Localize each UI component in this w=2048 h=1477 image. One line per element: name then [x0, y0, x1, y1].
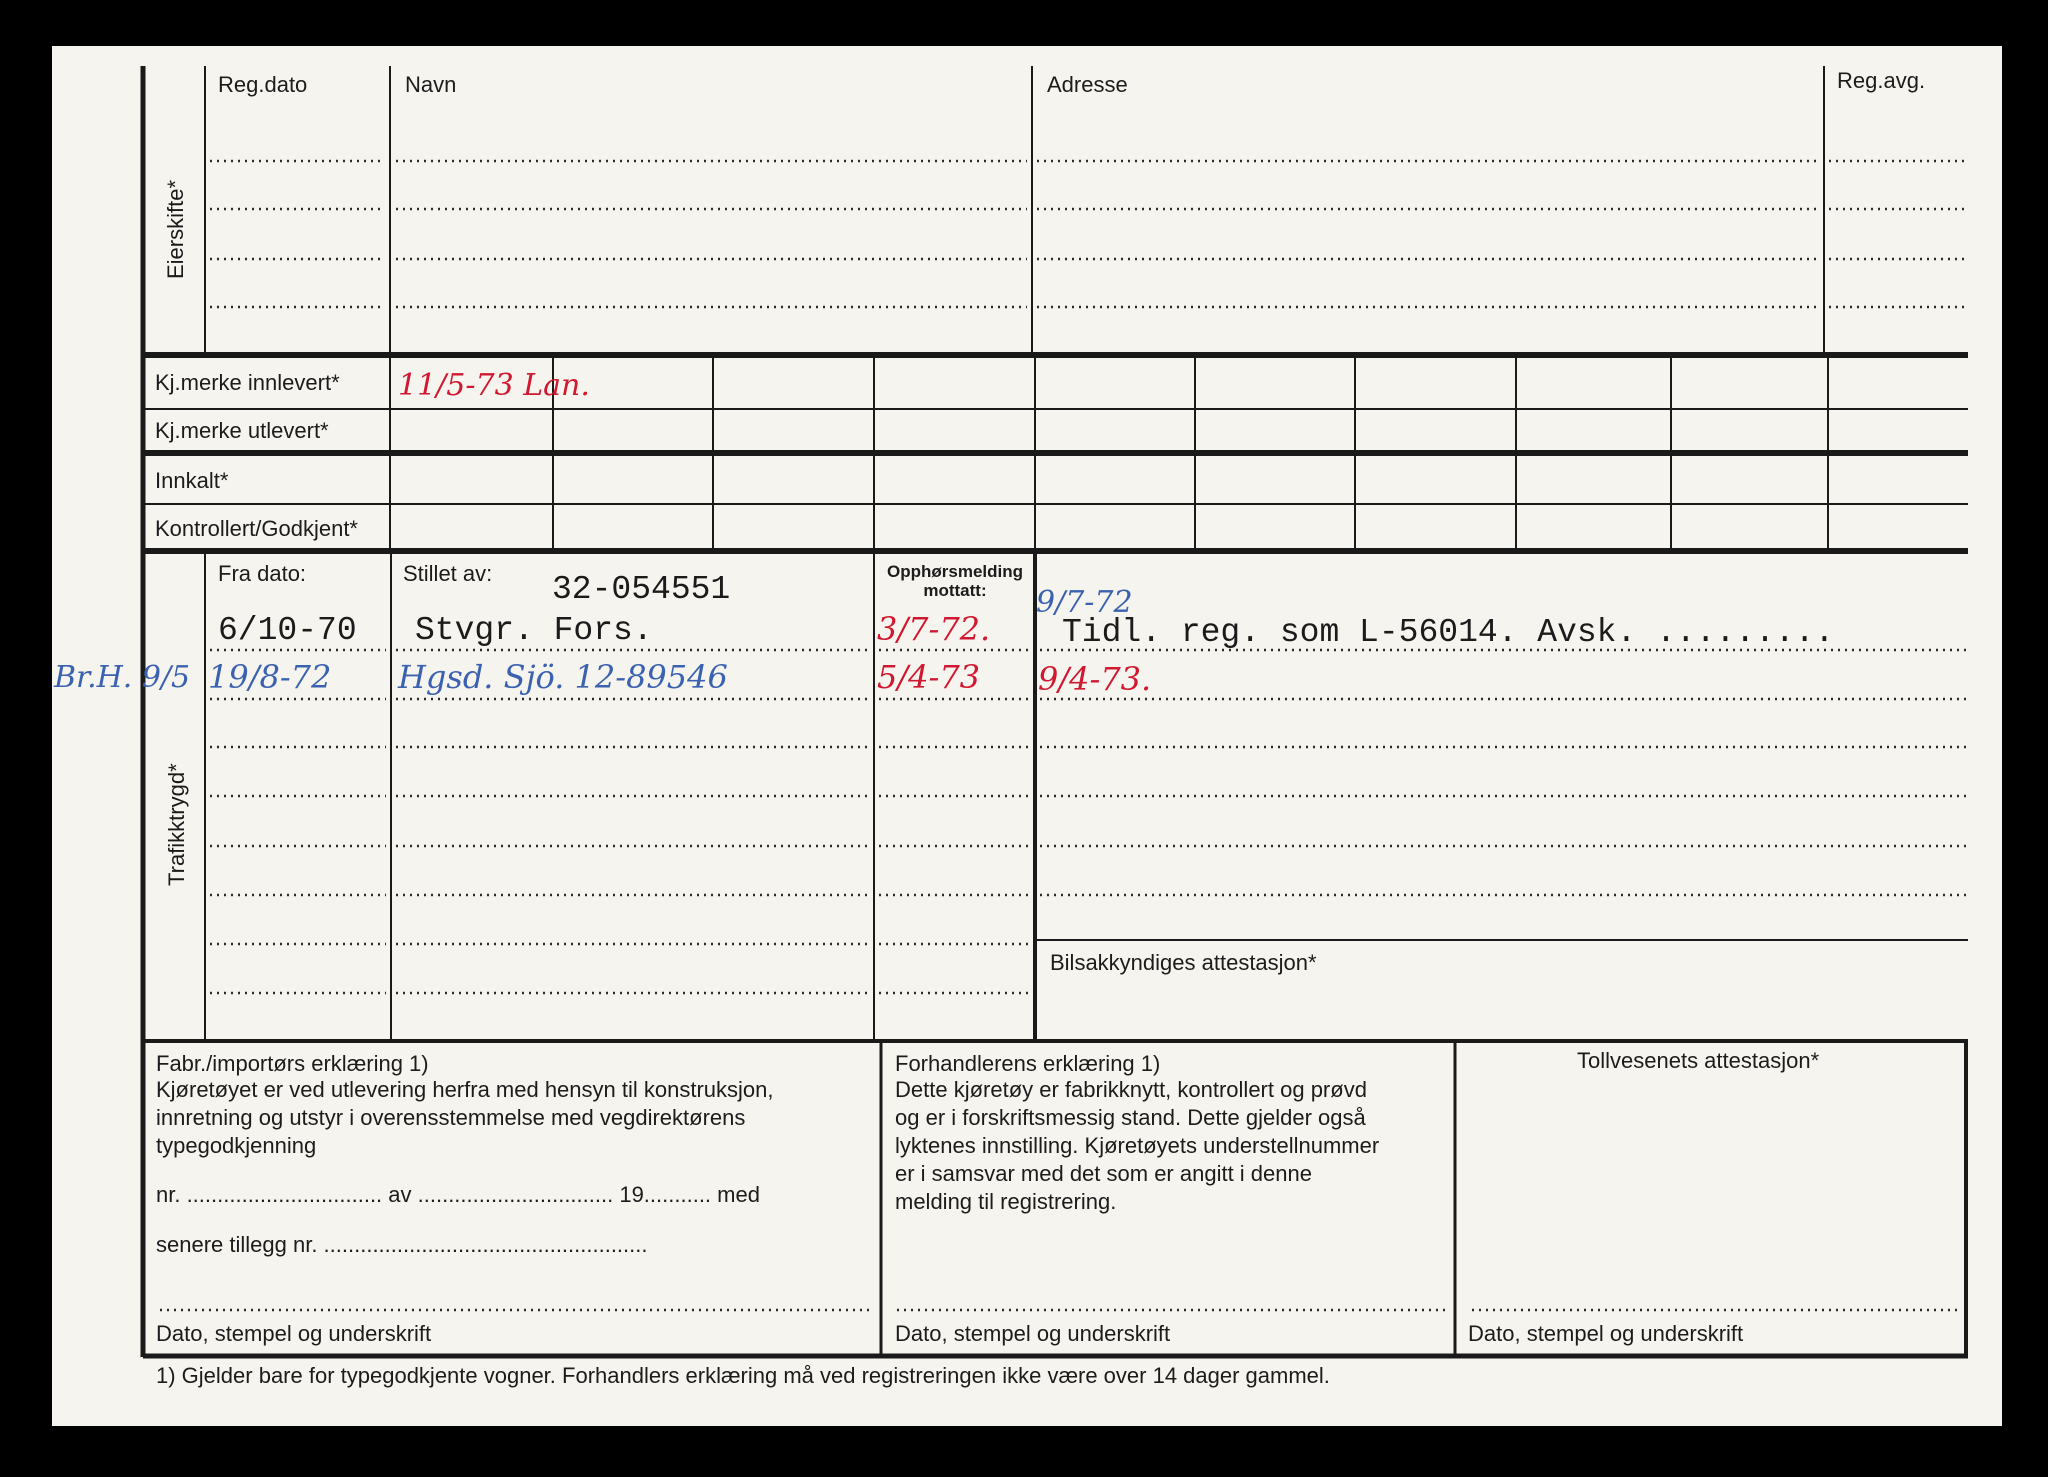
kjmerke-utlevert-label: Kj.merke utlevert* [155, 418, 329, 443]
col-fra-dato-label: Fra dato: [218, 561, 307, 586]
margin-note: Br.H. 9/5 [54, 660, 191, 695]
eierskifte-side-label: Eierskifte* [163, 179, 188, 279]
col-regavg-label: Reg.avg. [1837, 68, 1926, 93]
row1-note-date: 9/7-72 [1036, 585, 1133, 620]
row1-fra-dato: 6/10-70 [218, 612, 357, 649]
fabr-text: Kjøretøyet er ved utlevering herfra med hensyn til konstruksjon, innretning og utstyr i overensstemmelse med vegdirektørens typegodkjenning [156, 1077, 774, 1158]
fabr-title: Fabr./importørs erklæring 1) [156, 1051, 429, 1076]
toll-title: Tollvesenets attestasjon* [1577, 1048, 1820, 1073]
toll-signature-label: Dato, stempel og underskrift [1468, 1321, 1744, 1346]
fabr-signature-label: Dato, stempel og underskrift [156, 1321, 432, 1346]
row1-opphor: 3/7-72. [877, 610, 991, 648]
col-opphor-label: Opphørsmelding mottatt: [887, 562, 1023, 600]
kjmerke-innlevert-label: Kj.merke innlevert* [155, 370, 340, 395]
col-adresse-label: Adresse [1047, 72, 1128, 97]
row1-polise: 32-054551 [552, 571, 731, 608]
row1-stillet-av: Stvgr. Fors. [415, 612, 653, 649]
col-navn-label: Navn [405, 72, 457, 97]
forhandler-text: Dette kjøretøy er fabrikknytt, kontrollert og prøvd og er i forskriftsmessig stand. Dette gjelder også lyktenes innstilling. Kjøretøyets understellnummer er i samsvar med det som er angitt i denne melding til registrering. [895, 1077, 1380, 1214]
kontrollert-label: Kontrollert/Godkjent* [155, 516, 358, 541]
row2-stillet-av: Hgsd. Sjö. 12-89546 [398, 658, 728, 696]
row2-opphor: 5/4-73 [877, 658, 981, 696]
forhandler-title: Forhandlerens erklæring 1) [895, 1051, 1161, 1076]
innkalt-label: Innkalt* [155, 468, 229, 493]
bilsakkyndig-label: Bilsakkyndiges attestasjon* [1050, 950, 1317, 975]
footnote: 1) Gjelder bare for typegodkjente vogner. Forhandlers erklæring må ved registreringen ikke være over 14 dager gammel. [156, 1363, 1330, 1388]
col-stillet-av-label: Stillet av: [403, 561, 493, 586]
row2-note-date: 9/4-73. [1038, 660, 1152, 698]
row2-fra-dato: 19/8-72 [208, 658, 332, 696]
fabr-tillegg-line: senere tillegg nr. ..................................................... [156, 1232, 648, 1257]
trafikktrygd-side-label: Trafikktrygd* [164, 763, 189, 886]
innlevert-entry: 11/5-73 Lan. [398, 368, 590, 403]
fabr-nr-line: nr. ................................ av ................................ 19........... med [156, 1182, 760, 1207]
forhandler-signature-label: Dato, stempel og underskrift [895, 1321, 1171, 1346]
col-regdato-label: Reg.dato [218, 72, 308, 97]
row1-note: Tidl. reg. som L-56014. Avsk. ......... [1062, 614, 1835, 651]
